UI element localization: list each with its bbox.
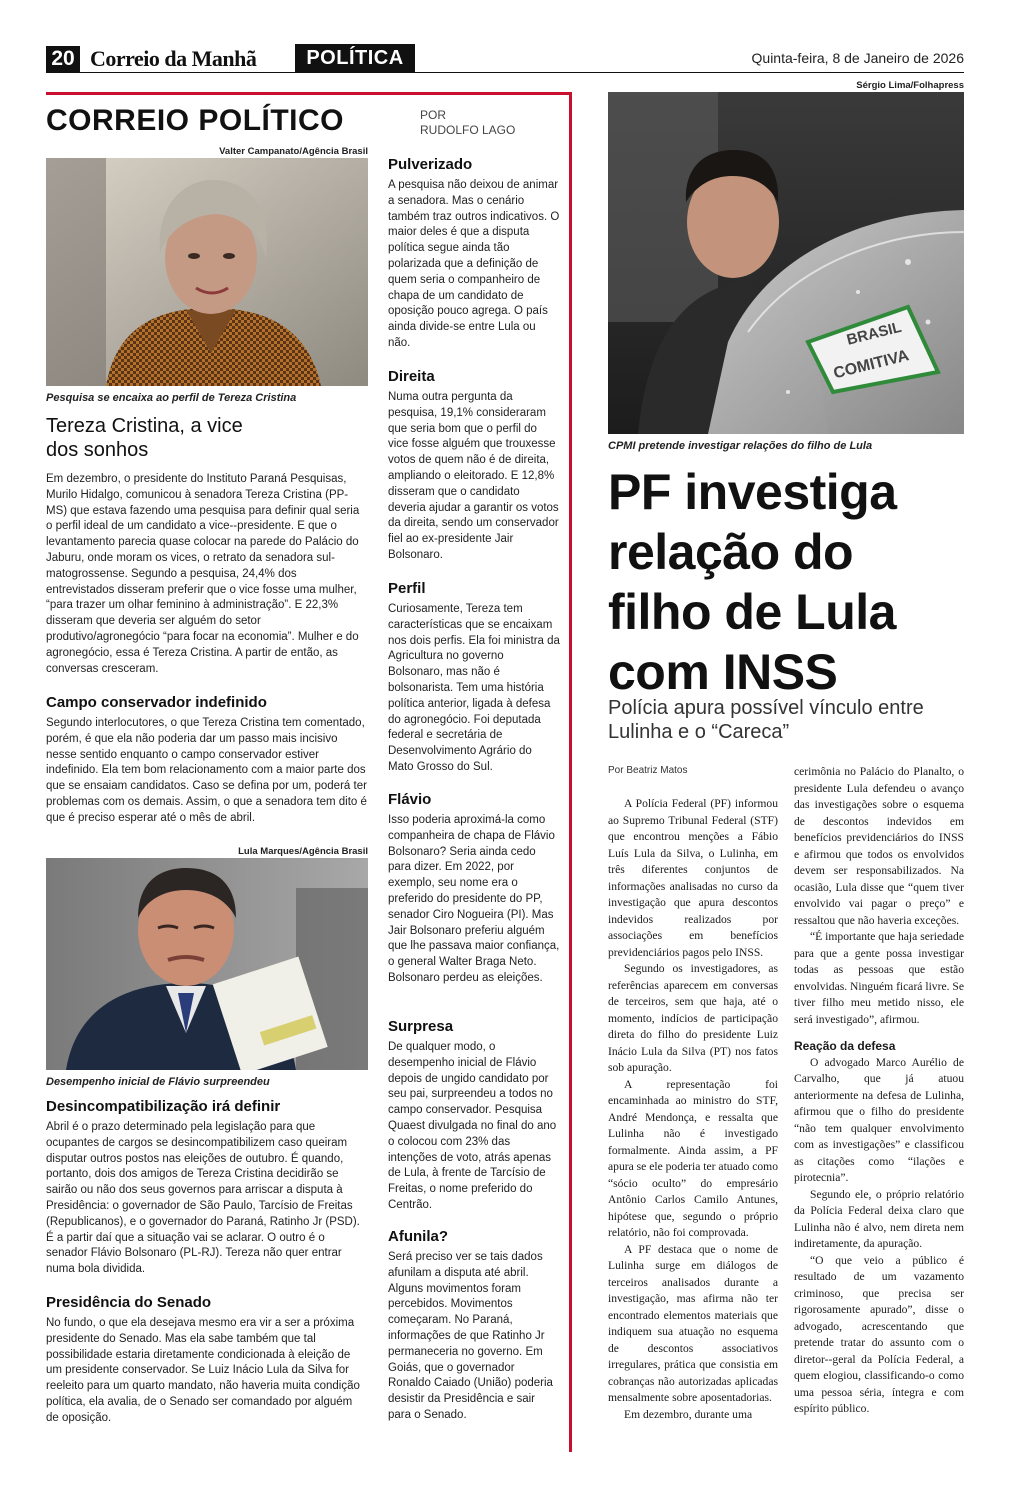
note-title: Flávio xyxy=(388,791,432,808)
column-text-1: Segundo interlocutores, o que Tereza Cristina tem comentado, porém, é que ela não poderia dar um passo mais incisivo nesse sentido enquanto o campo conservador estiver indefinido. Ela tem bom relacionamento com a maior parte dos que se ensaiam candidatos. Caso se defina por um, poderá ter problemas com os demais. Assim, o que a senadora tem dito é que é preciso esperar até o mês de abril. xyxy=(46,717,367,824)
paragraph: Em dezembro, durante uma xyxy=(624,1407,753,1421)
main-photo-caption: CPMI pretende investigar relações do filho de Lula xyxy=(608,440,873,452)
column-red-divider xyxy=(569,92,572,1452)
photo2-caption: Desempenho inicial de Flávio surpreendeu xyxy=(46,1076,270,1088)
car-window-man-image xyxy=(608,92,964,434)
column-red-bar xyxy=(46,92,571,95)
note-text: Curiosamente, Tereza tem características que se encaixam nos dois perfis. Ela foi ministra da Agricultura no governo Bolsonaro, mas não é bolsonarista. Tem uma história política anterior, ligada à defesa do agronegócio. Foi deputada federal e secretária de Desenvolvimento Agrário do Mato Grosso do Sul. xyxy=(388,603,560,773)
main-subhead: Reação da defesa xyxy=(794,1039,896,1053)
note-text: Numa outra pergunta da pesquisa, 19,1% consideraram que seria bom que o perfil do vice fosse alguém que trouxesse votos de quem não é de direita, ampliando o eleitorado. E 12,8% disseram que o candidato deveria ajudar a garantir os votos da direita, sendo um conservador fiel ao ex-presidente Jair Bolsonaro. xyxy=(388,391,559,561)
photo1-caption: Pesquisa se encaixa ao perfil de Tereza Cristina xyxy=(46,392,297,404)
portrait-man-image xyxy=(46,858,368,1070)
note-title: Pulverizado xyxy=(388,156,473,173)
section-label: POLÍTICA xyxy=(295,44,415,72)
byline-label: POR xyxy=(420,108,447,122)
main-body-col-1 xyxy=(608,796,778,1423)
sign-text-brasil: BRASIL xyxy=(844,318,904,349)
column-subhead-1: Campo conservador indefinido xyxy=(46,694,267,711)
note-text: Isso poderia aproximá-la como companheira de chapa de Flávio Bolsonaro? Seria ainda cedo para dizer. Em 2022, por exemplo, seu nome era o preferido do presidente do PP, senador Ciro Nogueira (PI). Mas Jair Bolsonaro preferiu alguém que lhe passava maior confiança, o general Walter Braga Neto. Bolsonaro perdeu as eleições. xyxy=(388,814,560,984)
edition-date: Quinta-feira, 8 de Janeiro de 2026 xyxy=(751,50,964,66)
column-byline xyxy=(420,108,515,138)
photo1-credit: Valter Campanato/Agência Brasil xyxy=(219,146,368,157)
paragraph: cerimônia no Palácio do Planalto, o presidente Lula defendeu o avanço das investigações sobre o esquema de descontos indevidos em benefícios previdenciários do INSS e afirmou que todos os envolvidos devem ser responsabilizados. Na ocasião, Lula disse que “quem tiver envolvido vai pagar o preço” e ressaltou que não haveria exceções. xyxy=(794,765,964,927)
note-text: Será preciso ver se tais dados afunilam a disputa até abril. Alguns movimentos foram percebidos. Movimentos começaram. No Paraná, informações de que Ratinho Jr permaneceria no governo. Em Goiás, que o governador Ronaldo Caiado (União) poderia desistir da Presidência e sair para o Senado. xyxy=(388,1251,553,1421)
paragraph: Segundo os investigadores, as referências aparecem em conversas de terceiros, sem que haja, até o momento, indícios de participação direta do filho do presidente Luiz Inácio Lula da Silva (PT) nos fatos sob apuração. xyxy=(608,962,778,1074)
column-subhead-2: Desincompatibilização irá definir xyxy=(46,1098,281,1115)
note-title: Surpresa xyxy=(388,1018,454,1035)
photo-tereza-cristina xyxy=(46,158,368,386)
photo2-credit: Lula Marques/Agência Brasil xyxy=(238,846,368,857)
column-text-3: No fundo, o que ela desejava mesmo era vir a ser a próxima presidente do Senado. Mas ela sabe também que tal possibilidade estaria diretamente condicionada à eleição de um presidente conservador. Se Luiz Inácio Lula da Silva for reeleito para um quarto mandato, não haveria muita condição política, ela avalia, de o Senado ser comandado por alguém de oposição. xyxy=(46,1317,360,1424)
column-headline: Tereza Cristina, a vice dos sonhos xyxy=(46,415,243,461)
note-text: De qualquer modo, o desempenho inicial de Flávio depois de ungido candidato por seu pai, surpreendeu a todos no campo conservador. Pesquisa Quaest divulgada no final do ano o colocou com 23% das intenções de voto, atrás apenas de Lula, à frente de Tarcísio de Freitas, o nome preferido do Centrão. xyxy=(388,1041,557,1211)
paragraph: “É importante que haja seriedade para que a gente possa investigar todas as pessoas que estão envolvidas. Ninguém ficará livre. Se tiver filho meu metido nisso, ele será investigado”, afirmou. xyxy=(794,930,964,1026)
paragraph: O advogado Marco Aurélio de Carvalho, que já atuou anteriormente na defesa de Lulinha, afirmou que o filho do presidente “não tem qualquer envolvimento com as investigações” e classificou as citações como “ilações e pirotecnia”. xyxy=(794,1055,964,1184)
main-byline: Por Beatriz Matos xyxy=(608,765,688,776)
header-rule xyxy=(46,72,964,73)
portrait-woman-image xyxy=(46,158,368,386)
main-deck: Polícia apura possível vínculo entre Lulinha e o “Careca” xyxy=(608,697,924,743)
main-photo-credit: Sérgio Lima/Folhapress xyxy=(856,80,964,91)
note-title: Perfil xyxy=(388,580,426,597)
page-number: 20 xyxy=(46,46,80,72)
note-title: Direita xyxy=(388,368,435,385)
column-text-2: Abril é o prazo determinado pela legislação para que ocupantes de cargos se desincompatibilizem caso queiram disputar outros postos nas eleições de outubro. É quando, portanto, dois dos amigos de Tereza Cristina decidirão se sairão ou não dos seus governos para arriscar a disputa à Presidência: o governador de São Paulo, Tarcísio de Freitas (Republicanos), e o governador do Paraná, Ratinho Jr (PSD). É a partir daí que a situação vai se aclarar. O outro é o senador Flávio Bolsonaro (PL-RJ). Tereza não quer entrar numa bola dividida. xyxy=(46,1121,360,1276)
column-subhead-3: Presidência do Senado xyxy=(46,1294,212,1311)
main-body-col-2 xyxy=(794,764,964,1418)
main-photo xyxy=(608,92,964,434)
note-title: Afunila? xyxy=(388,1228,448,1245)
note-text: A pesquisa não deixou de animar a senadora. Mas o cenário também traz outros indicativos. O maior deles é que a disputa política segue ainda tão polarizada que a definição de quem seria o companheiro de chapa de um candidato de oposição pouco agrega. O país ainda divide-se entre Lula ou não. xyxy=(388,179,560,349)
sign-text-comitiva: COMITIVA xyxy=(831,347,911,383)
column-lead: Em dezembro, o presidente do Instituto Paraná Pesquisas, Murilo Hidalgo, comunicou à senadora Tereza Cristina (PP-MS) que estava fazendo uma pesquisa para definir qual seria o perfil ideal de um candidato a vice--presidente. E que o levantamento parecia quase colocar na parede do Palácio do Jaburu, onde moram os vices, o retrato da senadora sul-matogrossense. Segundo a pesquisa, 24,4% dos entrevistados disseram preferir que o vice fosse uma mulher, “para trazer um olhar feminino à administração”. E 22,3% disseram que deveria ser alguém do setor produtivo/agronegócio “para focar na economia”. Mulher e do agronegócio, essa é Tereza Cristina. A partir de então, as conversas cresceram. xyxy=(46,473,360,675)
main-headline: PF investiga relação do filho de Lula com INSS xyxy=(608,464,897,700)
paragraph: “O que veio a público é resultado de um vazamento criminoso, que precisa ser rigorosamente apurado”, disse o advogado, acrescentando que pretende tratar do assunto com o diretor--geral da Polícia Federal, a quem elogiou, classificando-o como uma pessoa séria, íntegra e com espírito público. xyxy=(794,1253,964,1415)
column-title: CORREIO POLÍTICO xyxy=(46,104,345,137)
paragraph: Segundo ele, o próprio relatório da Polícia Federal deixa claro que Lulinha não é alvo, nem direta nem indiretamente, da apuração. xyxy=(794,1187,964,1250)
newspaper-logo: Correio da Manhã xyxy=(90,46,257,71)
paragraph: A Polícia Federal (PF) informou ao Supremo Tribunal Federal (STF) que encontrou menções a Fábio Luís Lula da Silva, o Lulinha, em três diferentes conjuntos de informações analisadas no curso da investigação que apura descontos indevidos realizados por associações em benefícios previdenciários pagos pelo INSS. xyxy=(608,797,778,959)
paragraph: A PF destaca que o nome de Lulinha surge em diálogos de terceiros analisados durante a investigação, mas afirma não ter encontrado elementos materiais que indiquem sua atuação no esquema de descontos associativos irregulares, prática que consistia em cobranças não autorizadas aplicadas mensalmente sobre aposentadorias. xyxy=(608,1242,778,1404)
byline-author: RUDOLFO LAGO xyxy=(420,123,516,137)
photo-flavio-bolsonaro xyxy=(46,858,368,1070)
paragraph: A representação foi encaminhada ao ministro do STF, André Mendonça, e ressalta que Lulinha não é investigado formalmente. Ainda assim, a PF apura se ele poderia ter atuado como “sócio oculto” do empresário Antônio Carlos Camilo Antunes, hipótese que, segundo o próprio relatório, não foi comprovada. xyxy=(608,1077,778,1239)
